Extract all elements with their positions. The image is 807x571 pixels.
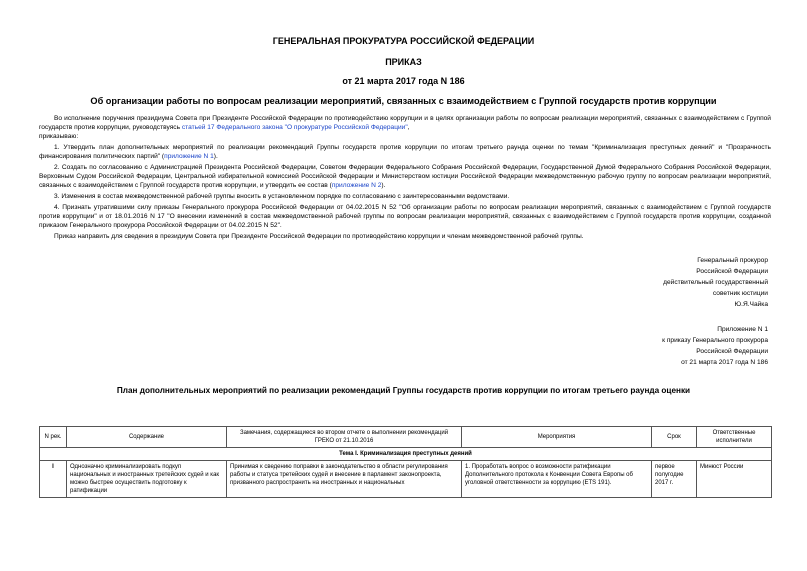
intro-paragraph	[39, 114, 771, 132]
p2-text-end: ).	[381, 182, 386, 189]
column-header: Содержание	[67, 427, 227, 448]
column-header: Замечания, содержащиеся во втором отчете о выполнении рекомендаций ГРЕКО от 21.10.2016	[227, 427, 462, 448]
table-row	[40, 461, 772, 498]
doc-date-number: от 21 марта 2017 года N 186	[342, 76, 465, 86]
p1-text-end: ).	[213, 153, 218, 160]
content-cell: Однозначно криминализировать подкуп национальных и иностранных третейских судей и как можно быстрее осуществить подготовку к ратификации	[67, 461, 227, 498]
paragraph-3: 3. Изменения в состав межведомственной рабочей группы вносить в установленном порядке по согласованию с заинтересованными ведомствами.	[54, 193, 510, 200]
table-header-row	[40, 427, 772, 448]
paragraph-1	[39, 143, 771, 161]
term-cell: первое полугодие 2017 г.	[652, 461, 697, 498]
appendix-2-link[interactable]: приложение N 2	[331, 182, 382, 189]
theme-row	[40, 448, 772, 461]
doc-type-heading: ПРИКАЗ	[385, 57, 422, 67]
paragraph-5: Приказ направить для сведения в президиум Совета при Президенте Российской Федерации по противодействию коррупции и членам межведомственной рабочей группы.	[54, 233, 584, 240]
appendix-line: Российской Федерации	[696, 348, 768, 355]
order-body	[39, 114, 771, 241]
appendix-line: к приказу Генерального прокурора	[662, 337, 768, 344]
law-article-link[interactable]: статьей 17 Федерального закона "О прокуратуре Российской Федерации"	[181, 124, 408, 131]
column-header: Срок	[652, 427, 697, 448]
paragraph-4: 4. Признать утратившими силу приказы Генерального прокурора Российской Федерации от 04.02.2015 N 52 "Об организации работы по вопросам реализации мероприятий, связанных с взаимодействием с Группой государств против коррупции" и от 18.01.2016 N 17 "О внесении изменений в состав межведомственной рабочей группы по вопросам реализации мероприятий, связанных с взаимодействием с Группой государств против коррупции, созданной приказом Генерального прокурора Российской Федерации от 04.02.2015 N 52".	[39, 204, 771, 229]
doc-title: Об организации работы по вопросам реализации мероприятий, связанных с взаимодействием с Группой государств против коррупции	[90, 96, 717, 106]
paragraph-2	[39, 163, 771, 190]
org-heading: ГЕНЕРАЛЬНАЯ ПРОКУРАТУРА РОССИЙСКОЙ ФЕДЕРАЦИИ	[272, 36, 535, 46]
signature-block	[568, 255, 768, 310]
appendix-block	[568, 324, 768, 368]
column-header: Мероприятия	[462, 427, 652, 448]
executors-cell: Минюст России	[697, 461, 772, 498]
signature-line: советник юстиции	[712, 290, 768, 297]
order-word: приказываю:	[39, 133, 79, 140]
intro-text-end: ,	[407, 124, 410, 131]
p1-text: 1. Утвердить план дополнительных мероприятий по реализации рекомендаций Группы государств против коррупции по итогам третьего раунда оценки по темам "Криминализация преступных деяний" и "Прозрачность финансирования политических партий" (	[39, 144, 771, 160]
column-header: N рек.	[40, 427, 67, 448]
appendix-line: Приложение N 1	[717, 326, 768, 333]
signature-line: Российской Федерации	[696, 268, 768, 275]
p2-text: 2. Создать по согласованию с Администрацией Президента Российской Федерации, Советом Федерации Федерального Собрания Российской Федерации, Государственной Думой Федерального Собрания Российской Федерации, Верховным Судом Российской Федерации, Центральной избирательной комиссией Российской Федерации и Министерством юстиции Российской Федерации межведомственную рабочую группу по вопросам реализации мероприятий, связанных с взаимодействием с Группой государств против коррупции, и утвердить ее состав (	[39, 164, 771, 189]
appendix-1-link[interactable]: приложение N 1	[164, 153, 214, 160]
plan-title: План дополнительных мероприятий по реализации рекомендаций Группы государств против коррупции по итогам третьего раунда оценки	[116, 386, 691, 395]
column-header: Ответственные исполнители	[697, 427, 772, 448]
appendix-line: от 21 марта 2017 года N 186	[681, 359, 768, 366]
intro-text: Во исполнение поручения президиума Совета при Президенте Российской Федерации по противодействию коррупции и в целях организации работы по вопросам реализации мероприятий, связанных с взаимодействием с Группой государств против коррупции, руководствуясь	[39, 115, 771, 131]
remarks-cell: Принимая к сведению поправки в законодательство в области регулирования работы и статуса третейских судей и внесение в парламент законопроекта, призванного распространить на иностранных и национальных	[227, 461, 462, 498]
plan-table	[39, 426, 772, 498]
signature-line: действительный государственный	[663, 279, 768, 286]
theme-cell: Тема I. Криминализация преступных деяний	[40, 448, 772, 461]
rec-number-cell: I	[40, 461, 67, 498]
measures-cell: 1. Проработать вопрос о возможности ратификации Дополнительного протокола к Конвенции Совета Европы об уголовной ответственности за коррупцию (ETS 191).	[462, 461, 652, 498]
signature-name: Ю.Я.Чайка	[734, 301, 768, 308]
signature-line: Генеральный прокурор	[697, 257, 768, 264]
